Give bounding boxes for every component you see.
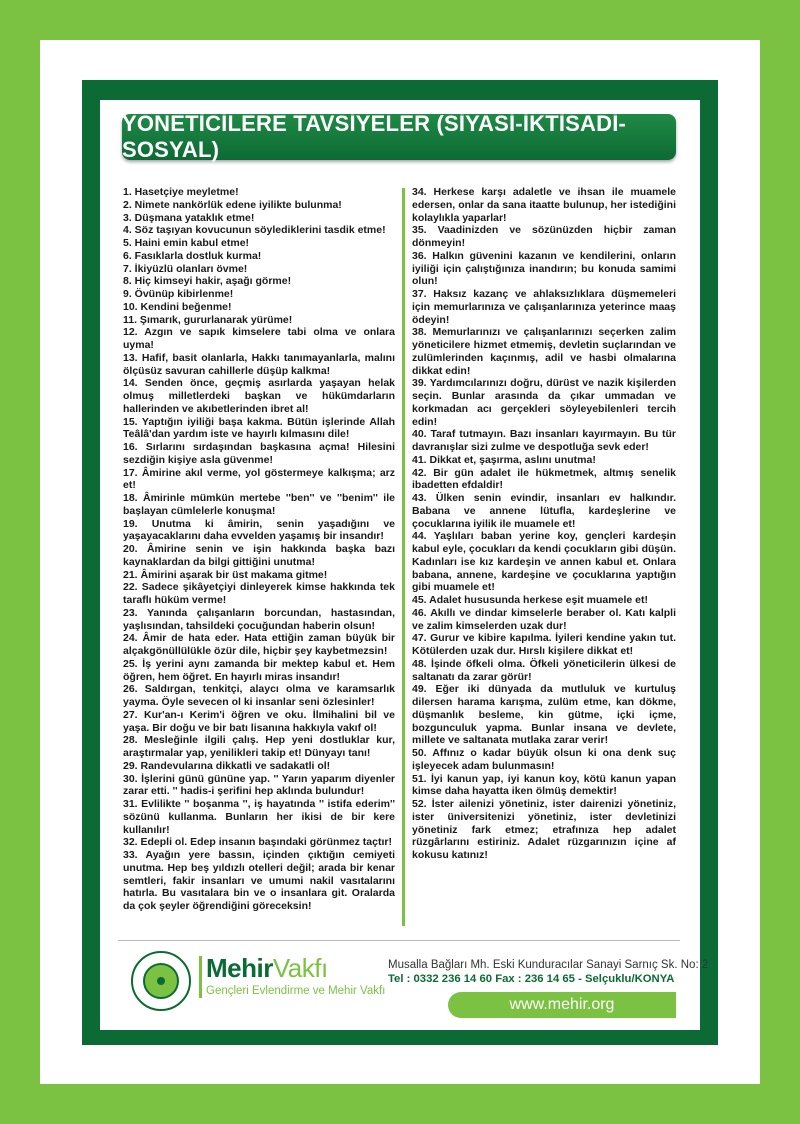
advice-item: 18. Âmirinle mümkün mertebe ''ben'' ve ''benim'' ile başlayan cümlelerle konuşma! (123, 492, 395, 517)
advice-item: 37. Haksız kazanç ve ahlaksızlıklara düşmemeleri için memurlarınıza ve çalışanlarınıza yeterince maaş ödeyin! (412, 288, 676, 326)
advice-item: 13. Hafif, basit olanlarla, Hakkı tanımayanlarla, malını ölçüsüz savuran cahillerle düşüp kalkma! (123, 351, 395, 377)
advice-item: 5. Haini emin kabul etme! (123, 237, 250, 249)
advice-item: 4. Söz taşıyan kovucunun söylediklerini tasdik etme! (123, 224, 386, 237)
advice-item: 42. Bir gün adalet ile hükmetmek, altmış senelik ibadetten efdaldir! (412, 466, 676, 492)
advice-item: 29. Randevularına dikkatli ve sadakatli ol! (123, 759, 331, 772)
advice-item: 49. Eğer iki dünyada da mutluluk ve kurtuluş dilersen harama karışma, zulüm etme, kan dökme, düşmanlık besleme, kin gütme, içki içme, bozgunculuk yapma. Bunlar insana ve devlete, millete ve saltanata mutlaka zarar verir! (412, 683, 676, 747)
logo-subtitle: Gençleri Evlendirme ve Mehir Vakfı (206, 985, 386, 997)
advice-item: 16. Sırlarını sırdaşından başkasına açma! Hilesini sezdiğin kişiye asla güvenme! (123, 441, 395, 466)
advice-item: 21. Âmirini aşarak bir üst makama gitme! (123, 568, 328, 581)
advice-item: 17. Âmirine akıl verme, yol göstermeye kalkışma; arz et! (123, 466, 395, 492)
advice-item: 27. Kur'an-ı Kerim'i öğren ve oku. İlmihalini bil ve yaşa. Bir doğu ve bir batı lisanına hakkıyla vakıf ol! (123, 708, 395, 734)
advice-item: 7. İkiyüzlü olanları övme! (123, 262, 248, 275)
advice-item: 28. Mesleğinle ilgili çalış. Hep yeni dostluklar kur, araştırmalar yap, yenilikleri takip et! Dünyayı tanı! (123, 734, 395, 759)
advice-item: 1. Hasetçiye meyletme! (123, 186, 239, 198)
footer-divider (118, 940, 680, 941)
logo-accent-text: Vakfı (272, 953, 328, 983)
advice-item: 39. Yardımcılarınızı doğru, dürüst ve nazik kişilerden seçin. Bunlar arasında da çıkar ummadan ve korkmadan acı gerçekleri söyleyebilenleri tercih edin! (412, 377, 676, 428)
advice-item: 3. Düşmana yataklık etme! (123, 211, 255, 224)
advice-item: 19. Unutma ki âmirin, senin yaşadığını ve yaşayacaklarını daha evvelden yaşamış bir insandır! (123, 517, 395, 543)
advice-item: 32. Edepli ol. Edep insanın başındaki görünmez taçtır! (123, 836, 392, 849)
advice-item: 51. İyi kanun yap, iyi kanun koy, kötü kanun yapan kimse daha hayatta iken ölmüş demektir! (412, 772, 676, 798)
advice-item: 24. Âmir de hata eder. Hata ettiğin zaman büyük bir alçakgönüllülükle özür dile, hiçbir şey kaybetmezsin! (123, 632, 395, 657)
advice-item: 30. İşlerini günü gününe yap. '' Yarın yaparım diyenler zarar etti. '' hadis-i şerifini hep aklında bulundur! (123, 772, 395, 798)
advice-item: 45. Adalet hususunda herkese eşit muamele et! (412, 594, 648, 606)
logo-accent-bar (199, 956, 202, 998)
advice-item: 31. Evlilikte '' boşanma '', iş hayatında '' istifa ederim'' sözünü kullanma. Bunların her ikisi de bir kere kullanılır! (123, 798, 395, 836)
advice-list-left (123, 186, 395, 913)
logo-main-text: Mehir (206, 953, 273, 983)
advice-item: 9. Övünüp kibirlenme! (123, 288, 234, 300)
advice-item: 14. Senden önce, geçmiş asırlarda yaşayan helak olmuş milletlerdeki başkan ve hükümdarların hallerinden ve akıbetlerinden ibret al! (123, 377, 395, 415)
foundation-logo (206, 953, 328, 984)
advice-item: 50. Affınız o kadar büyük olsun ki ona denk suç işleyecek adam bulunmasın! (412, 747, 676, 772)
advice-item: 33. Ayağın yere bassın, içinden çıktığın cemiyeti unutma. Hep beş yıldızlı otelleri değil; arada bir kenar semtleri, fakir insanları ve umumi nakil vasıtalarını hatırla. Bu vasıtalara bin ve o insanlara git. Oralarda da çok şeyler öğrendiğini göreceksin! (123, 849, 395, 912)
column-divider (402, 188, 405, 926)
advice-item: 52. İster ailenizi yönetiniz, ister dairenizi yönetiniz, ister üniversitenizi yönetiniz, ister devletinizi yönetiniz fark etmez; etrafınıza hep adalet rüzgârlarını estiriniz. Adalet rüzgarınızın içine af kokusu katınız! (412, 798, 676, 861)
advice-item: 12. Azgın ve sapık kimselere tabi olma ve onlara uyma! (123, 326, 395, 351)
advice-item: 8. Hiç kimseyi hakir, aşağı görme! (123, 275, 292, 288)
seal-emblem-icon (143, 963, 179, 999)
advice-item: 26. Saldırgan, tenkitçi, alaycı olma ve karamsarlık yayma. Öyle sevecen ol ki insanlar seni özlesinler! (123, 683, 395, 708)
website-link[interactable]: www.mehir.org (448, 992, 676, 1018)
advice-item: 40. Taraf tutmayın. Bazı insanları kayırmayın. Bu tür davranışlar sizi zulme ve despotluğa sevk eder! (412, 428, 676, 453)
advice-item: 36. Halkın güvenini kazanın ve kendilerini, onların iyiliği için çalıştığınıza inandırın; bu konuda samimi olun! (412, 249, 676, 288)
seal-center-icon (157, 977, 165, 985)
advice-item: 20. Âmirine senin ve işin hakkında başka bazı kaynaklardan da bilgi gittiğini unutma! (123, 543, 395, 568)
advice-item: 22. Sadece şikâyetçiyi dinleyerek kimse hakkında tek taraflı hüküm verme! (123, 581, 395, 606)
advice-item: 43. Ülken senin evindir, insanları ev halkındır. Babana ve annene lütufla, kardeşlerine ve çocuklarına iyilik ile muamele et! (412, 492, 676, 530)
advice-item: 11. Şımarık, gururlanarak yürüme! (123, 313, 293, 326)
advice-item: 10. Kendini beğenme! (123, 300, 232, 313)
advice-item: 15. Yaptığın iyiliği başa kakma. Bütün işlerinde Allah Teâlâ'dan yardım iste ve hayırlı kılmasını dile! (123, 415, 395, 441)
advice-item: 46. Akıllı ve dindar kimselerle beraber ol. Katı kalpli ve zalim kimselerden uzak dur! (412, 606, 676, 632)
advice-item: 34. Herkese karşı adaletle ve ihsan ile muamele edersen, onlar da sana itaatte bulunup, her istediğini kolaylıkla yaparlar! (412, 186, 676, 224)
page-title: YÖNETİCİLERE TAVSİYELER (SİYASİ-İKTİSADİ-SOSYAL) (122, 114, 676, 160)
advice-item: 38. Memurlarınızı ve çalışanlarınızı seçerken zalim yöneticilere hizmet etmemiş, devletin suçlarından ve zulümlerinden kaçınmış, adil ve hasbi olmalarına dikkat edin! (412, 326, 676, 377)
advice-item: 47. Gurur ve kibire kapılma. İyileri kendine yakın tut. Kötülerden uzak dur. Hırslı kişilere dikkat et! (412, 632, 676, 657)
address-text: Musalla Bağları Mh. Eski Kunduracılar Sanayi Sarnıç Sk. No: 2 (388, 959, 709, 971)
advice-item: 6. Fasıklarla dostluk kurma! (123, 249, 262, 262)
phone-fax-text: Tel : 0332 236 14 60 Fax : 236 14 65 - Selçuklu/KONYA (388, 973, 675, 985)
advice-item: 41. Dikkat et, şaşırma, aslını unutma! (412, 453, 596, 466)
foundation-seal-icon (131, 951, 191, 1011)
advice-item: 25. İş yerini aynı zamanda bir mektep kabul et. Hem öğren, hem öğret. En hayırlı miras insandır! (123, 657, 395, 683)
advice-item: 44. Yaşlıları baban yerine koy, gençleri kardeşin kabul eyle, çocukları da kendi çocukların gibi düşün. Kadınları ise kız kardeşin ve annen kabul et. Onlara babana, annene, kardeşine ve çocuklarına yaptığın gibi muamele et! (412, 530, 676, 594)
advice-list-right (412, 186, 676, 862)
advice-item: 48. İşinde öfkeli olma. Öfkeli yöneticilerin ülkesi de saltanatı da zarar görür! (412, 657, 676, 683)
advice-item: 2. Nimete nankörlük edene iyilikte bulunma! (123, 198, 342, 211)
advice-item: 35. Vaadinizden ve sözünüzden hiçbir zaman dönmeyin! (412, 224, 676, 249)
advice-item: 23. Yanında çalışanların borcundan, hastasından, yaşlısından, tahsildeki çocuğundan haberin olsun! (123, 606, 395, 632)
